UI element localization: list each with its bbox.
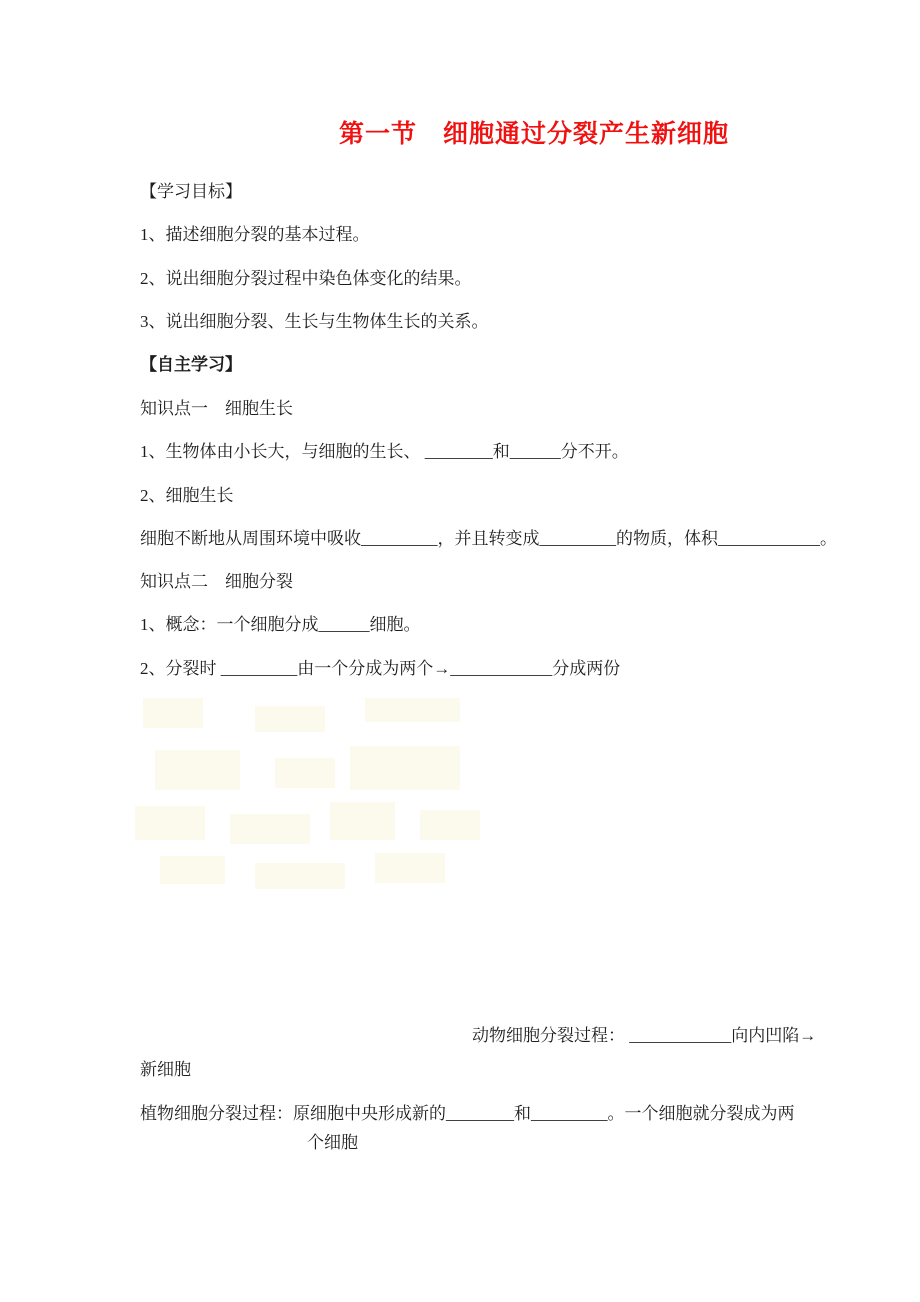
- learning-goal-item-2: 2、说出细胞分裂过程中染色体变化的结果。: [140, 269, 472, 288]
- plant-cell-division-line: 植物细胞分裂过程：原细胞中央形成新的________和_________。一个细胞就分裂成为两: [140, 1104, 795, 1123]
- kp1-fill-blank-line-1: 1、生物体由小长大，与细胞的生长、 ________和______分不开。: [140, 442, 629, 461]
- knowledge-point-2-header: 知识点二 细胞分裂: [140, 572, 293, 591]
- faint-figure-ghost: [135, 698, 487, 893]
- kp2-division-line: 2、分裂时 _________由一个分成为两个→____________分成两份: [140, 659, 621, 678]
- learning-goal-item-3: 3、说出细胞分裂、生长与生物体生长的关系。: [140, 312, 489, 331]
- animal-cell-division-wrap: 新细胞: [140, 1060, 191, 1079]
- plant-cell-division-wrap: 个细胞: [307, 1133, 358, 1152]
- kp2-concept-line: 1、概念：一个细胞分成______细胞。: [140, 615, 421, 634]
- kp1-fill-blank-line-2: 细胞不断地从周围环境中吸收_________，并且转变成_________的物质，体积____________。: [140, 529, 837, 548]
- knowledge-point-1-header: 知识点一 细胞生长: [140, 399, 293, 418]
- page-title: 第一节 细胞通过分裂产生新细胞: [339, 121, 730, 148]
- kp1-subheading-cell-growth: 2、细胞生长: [140, 486, 234, 505]
- self-study-header: 【自主学习】: [140, 355, 242, 374]
- learning-goals-header: 【学习目标】: [140, 182, 242, 201]
- learning-goal-item-1: 1、描述细胞分裂的基本过程。: [140, 225, 370, 244]
- animal-cell-division-line: 动物细胞分裂过程： ____________向内凹陷→: [472, 1026, 817, 1045]
